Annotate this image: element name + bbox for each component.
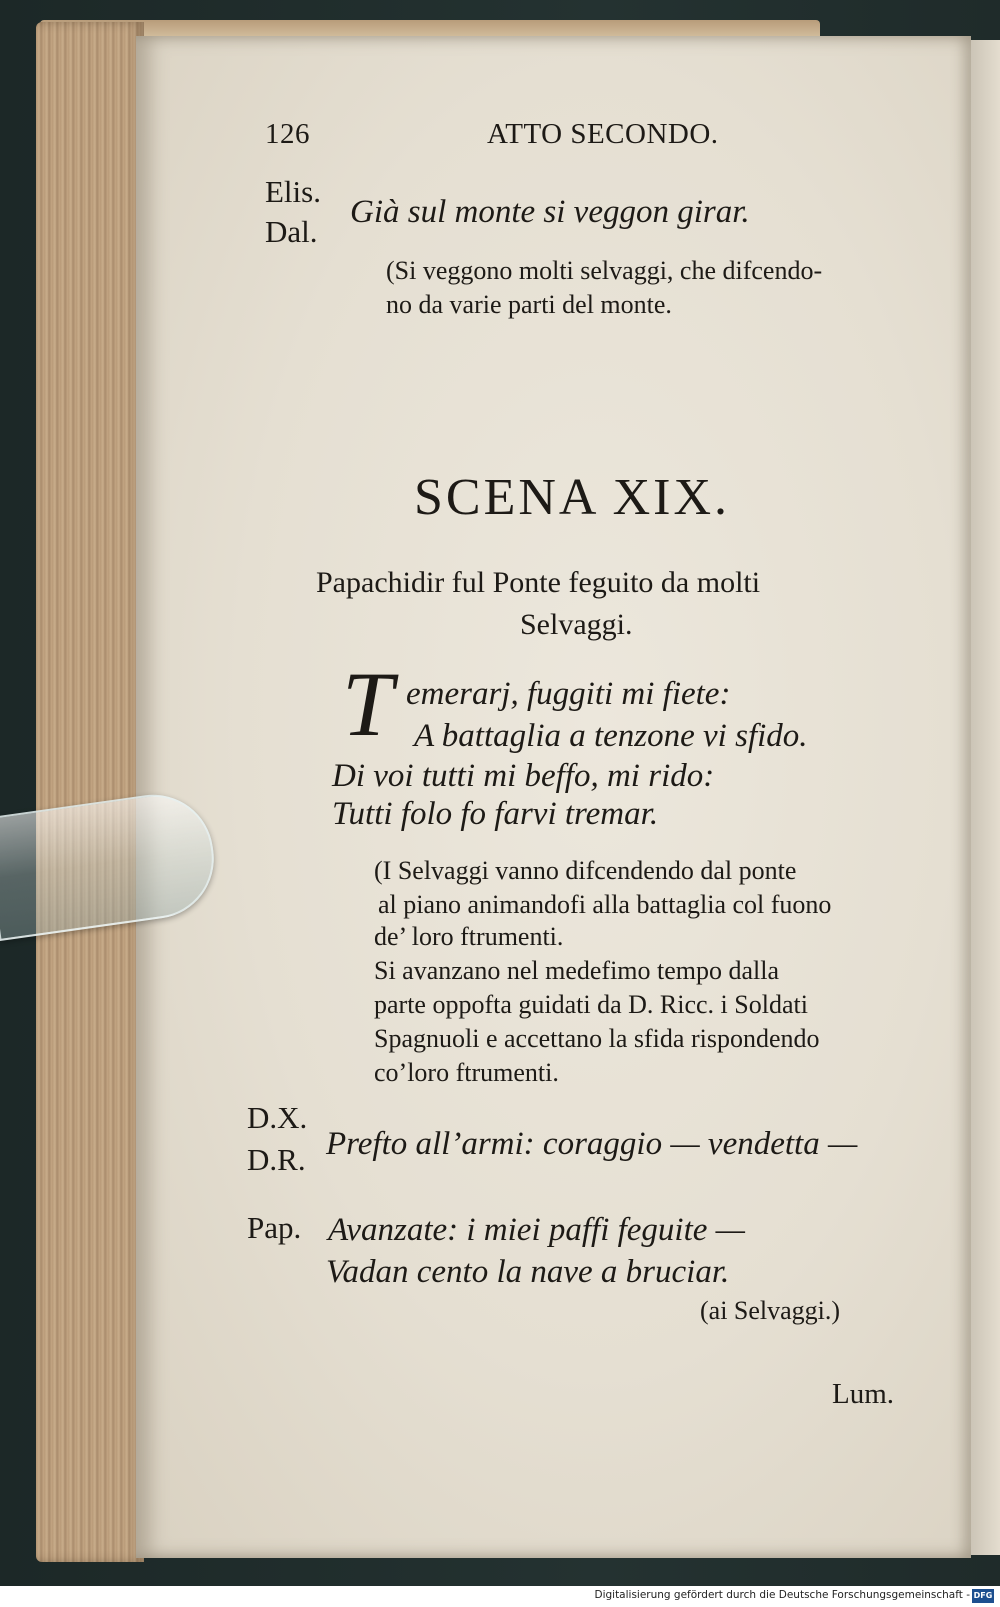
- stage-direction-line: parte oppofta guidati da D. Ricc. i Soldati: [374, 990, 808, 1019]
- drop-cap: T: [342, 653, 394, 755]
- stage-direction-line: al piano animandofi alla battaglia col fuono: [378, 890, 832, 919]
- stage-direction-line: no da varie parti del monte.: [386, 290, 672, 319]
- running-head: ATTO SECONDO.: [487, 118, 719, 150]
- stage-direction-line: Spagnuoli e accettano la sfida rispondendo: [374, 1024, 820, 1053]
- stage-direction-line: de’ loro ftrumenti.: [374, 922, 564, 951]
- verse-line: Avanzate: i miei paffi feguite —: [328, 1212, 746, 1248]
- verse-line: Tutti folo fo farvi tremar.: [332, 796, 659, 832]
- scene-title: SCENA XIX.: [414, 469, 731, 526]
- speaker-pap: Pap.: [247, 1210, 302, 1245]
- scene-subtitle-line: Selvaggi.: [520, 608, 633, 641]
- dfg-logo: DFG: [972, 1589, 994, 1603]
- dialog-line: Prefto all’armi: coraggio — vendetta —: [326, 1126, 858, 1162]
- dialog-line: Già sul monte si veggon girar.: [350, 194, 750, 230]
- speaker-elis: Elis.: [265, 174, 321, 209]
- speaker-dx: D.X.: [247, 1100, 308, 1135]
- stage-direction-line: (Si veggono molti selvaggi, che difcendo-: [386, 256, 823, 285]
- stage-aside: (ai Selvaggi.): [700, 1296, 841, 1325]
- stage-direction-line: (I Selvaggi vanno difcendendo dal ponte: [374, 856, 797, 885]
- verse-line: A battaglia a tenzone vi sfido.: [414, 718, 808, 754]
- stage-direction-line: Si avanzano nel medefimo tempo dalla: [374, 956, 780, 985]
- footer-credit: Digitalisierung gefördert durch die Deutsche Forschungsgemeinschaft -: [594, 1589, 970, 1601]
- verse-line: emerarj, fuggiti mi fiete:: [406, 676, 731, 712]
- speaker-dal: Dal.: [265, 214, 318, 249]
- verse-line: Di voi tutti mi beffo, mi rido:: [332, 758, 715, 794]
- catchword: Lum.: [832, 1378, 895, 1410]
- speaker-dr: D.R.: [247, 1142, 306, 1177]
- book-page-block-edge: [36, 22, 144, 1562]
- stage-direction-line: co’loro ftrumenti.: [374, 1058, 559, 1087]
- page-number: 126: [265, 118, 310, 150]
- verse-line: Vadan cento la nave a bruciar.: [326, 1254, 730, 1290]
- scene-subtitle-line: Papachidir ful Ponte feguito da molti: [316, 566, 761, 599]
- next-page-edge: [968, 40, 1000, 1555]
